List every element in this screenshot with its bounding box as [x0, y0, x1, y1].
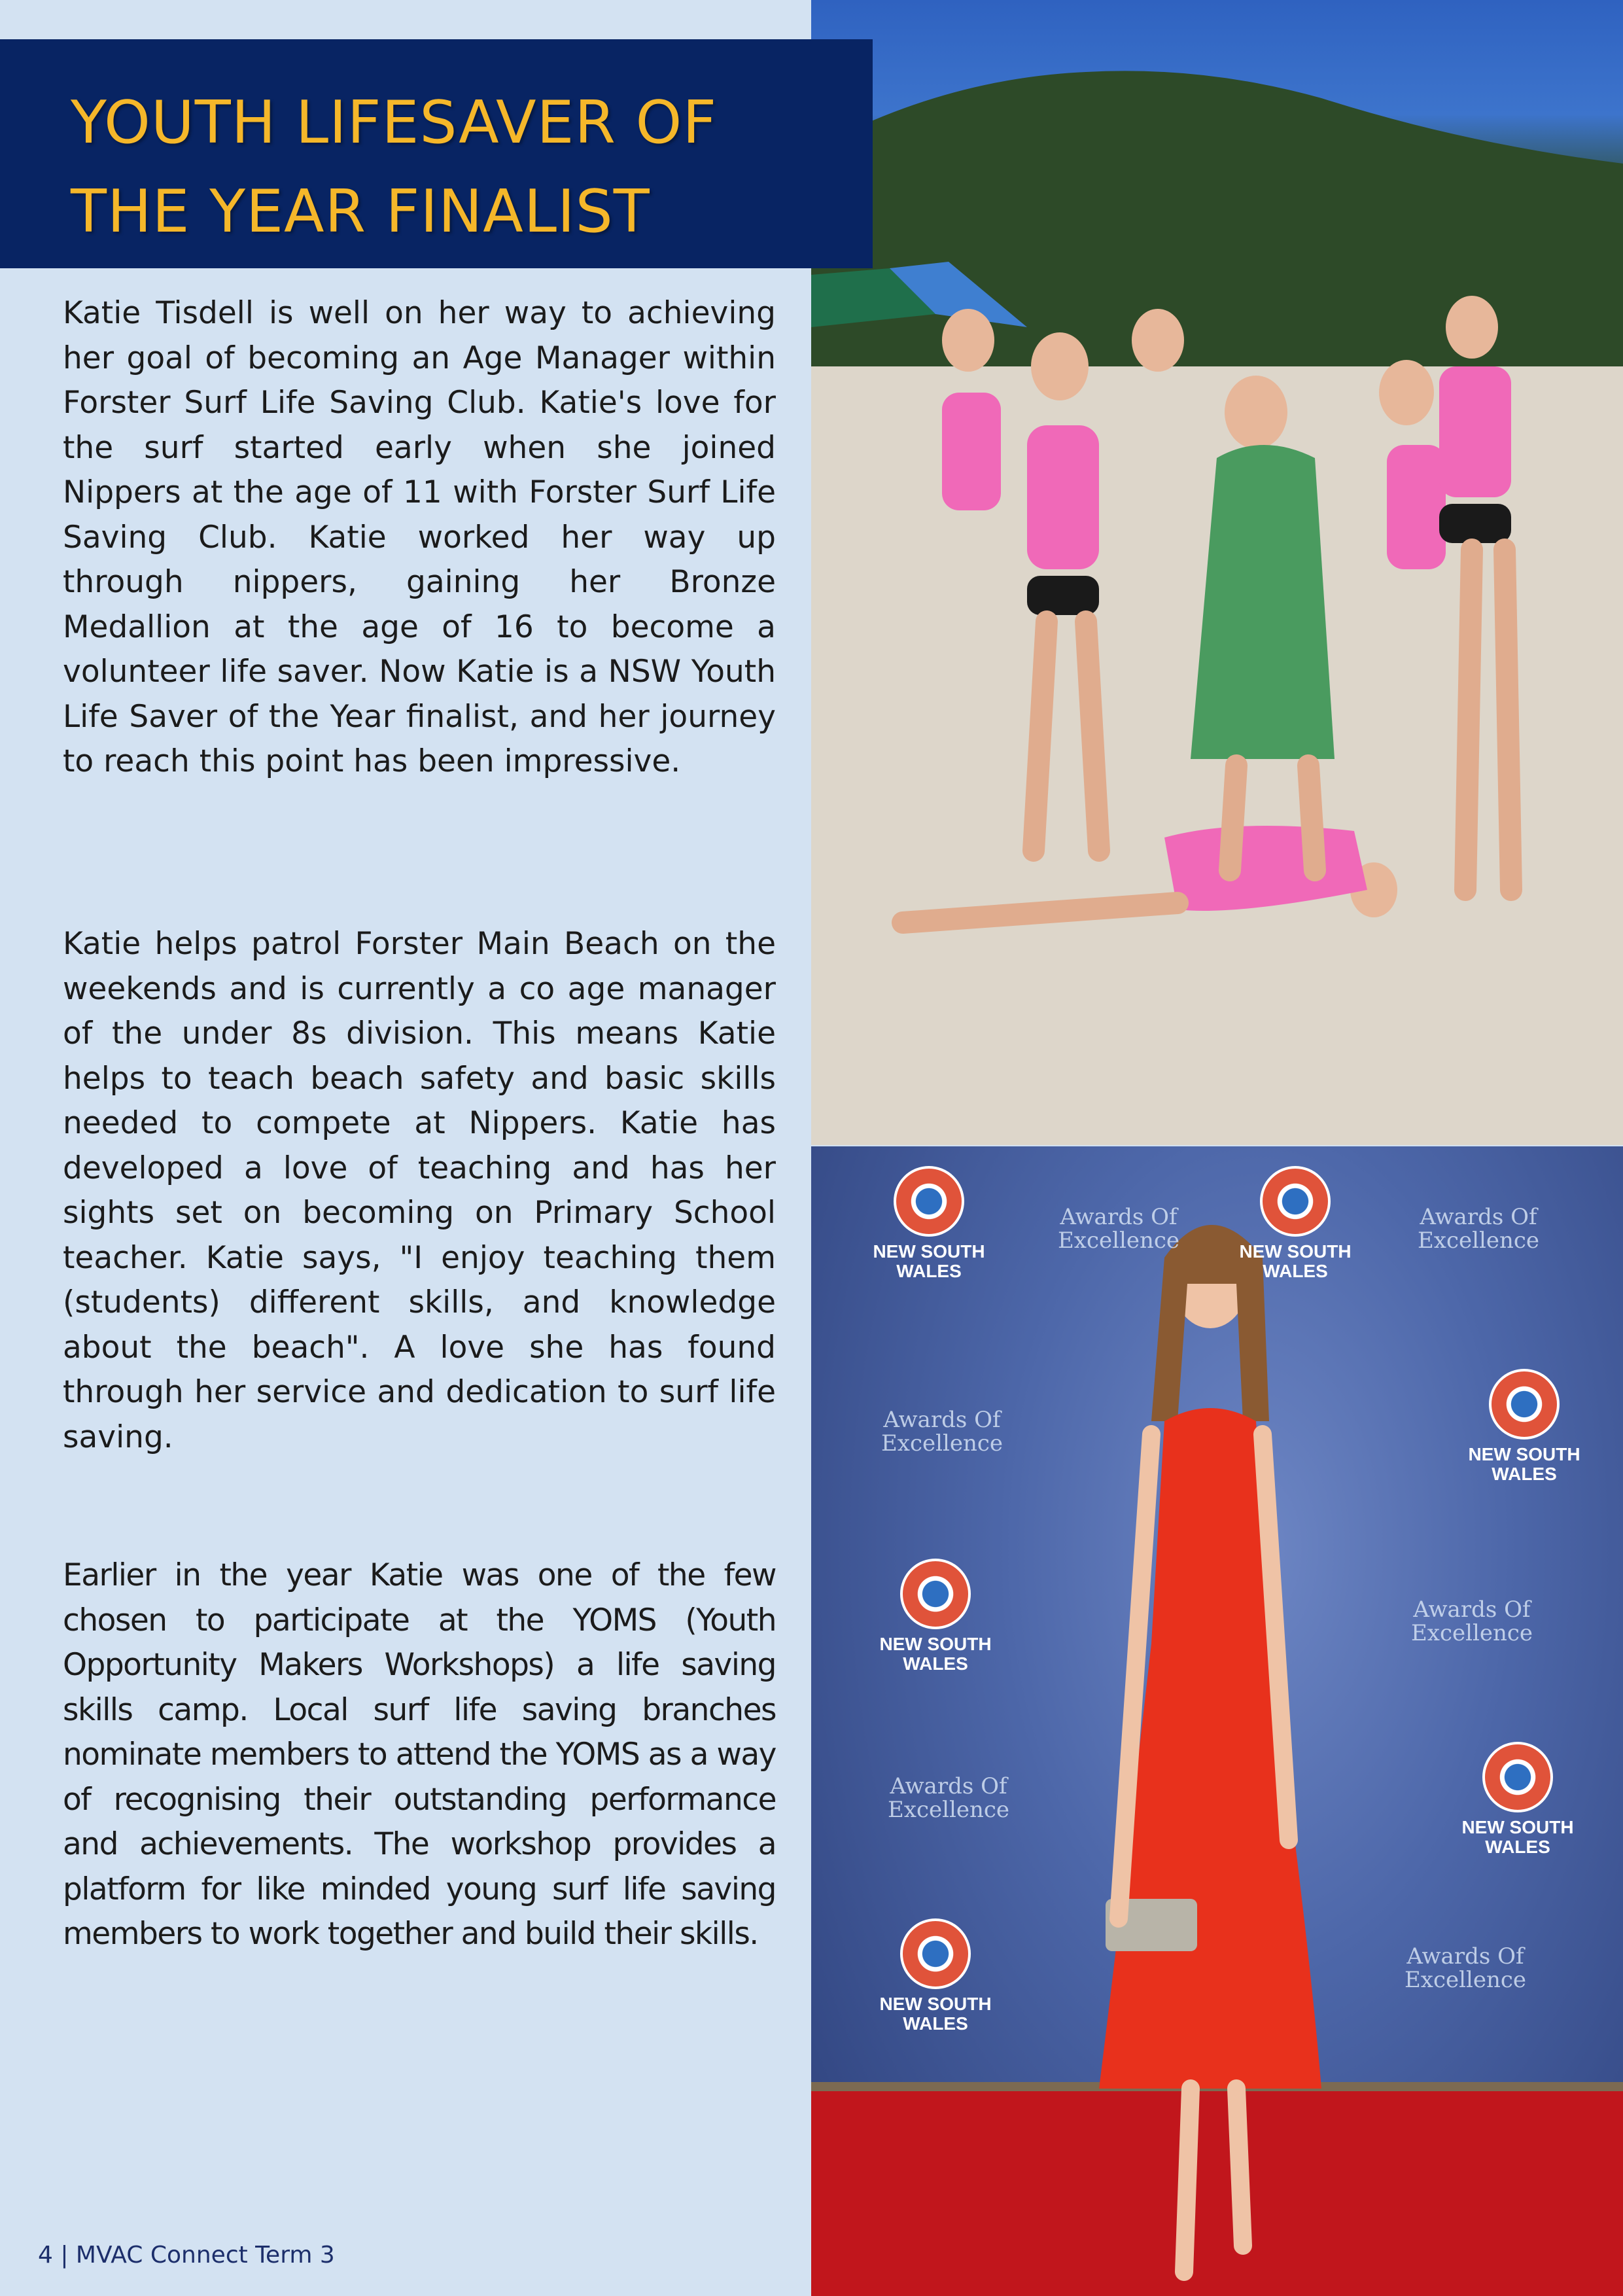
logo-caption: NEW SOUTH WALES: [879, 1994, 992, 2034]
surf-life-saving-logo: [877, 1918, 994, 2034]
article-paragraph-2: Katie helps patrol Forster Main Beach on the weekends and is currently a co age manager of the under 8s division. This means Katie helps to teach beach safety and basic skills needed to compete at Nippers. Katie has developed a love of teaching and has her sights set on becoming on Primary School teacher. Katie says, "I enjoy teaching them (students) different skills, and knowledge about the beach". A love she has found through her service and dedication to surf life saving.: [63, 926, 776, 1455]
logo-caption: NEW SOUTH WALES: [1461, 1817, 1574, 1857]
page-footer: 4 | MVAC Connect Term 3: [38, 2242, 335, 2269]
awards-of-excellence-text: Awards Of Excellence: [881, 1407, 1003, 1457]
surf-life-saving-emblem-icon: [900, 1559, 971, 1629]
article-paragraph-3: Earlier in the year Katie was one of the few chosen to participate at the YOMS (Youth Opportunity Makers Workshops) a life saving skills camp. Local surf life saving branches nominate members to attend the YOMS as a way of recognising their outstanding performance and achievements. The workshop provides a platform for like minded young surf life saving members to work together and build their skills.: [63, 1557, 776, 1952]
logo-caption: NEW SOUTH WALES: [1468, 1444, 1580, 1484]
surf-life-saving-emblem-icon: [1489, 1369, 1560, 1439]
awards-of-excellence-text: Awards Of Excellence: [1417, 1204, 1540, 1254]
surf-life-saving-logo: [870, 1166, 988, 1281]
page-title: YOUTH LIFESAVER OF THE YEAR FINALIST: [71, 88, 718, 246]
article-paragraph-1: Katie Tisdell is well on her way to achieving her goal of becoming an Age Manager within Forster Surf Life Saving Club. Katie's love for the surf started early when she joined Nippers at the age of 11 with Forster Surf Life Saving Club. Katie worked her way up through nippers, gaining her Bronze Medallion at the age of 16 to become a volunteer life saver. Now Katie is a NSW Youth Life Saver of the Year finalist, and her journey to reach this point has been impressive.: [63, 295, 776, 779]
awards-of-excellence-text: Awards Of Excellence: [887, 1773, 1010, 1823]
awards-of-excellence-text: Awards Of Excellence: [1404, 1943, 1527, 1993]
awards-of-excellence-text: Awards Of Excellence: [1410, 1597, 1533, 1646]
surf-life-saving-emblem-icon: [1482, 1742, 1553, 1812]
surf-life-saving-emblem-icon: [894, 1166, 964, 1237]
awards-of-excellence-text: Awards Of Excellence: [1057, 1204, 1180, 1254]
surf-life-saving-logo: [1465, 1369, 1583, 1484]
surf-life-saving-logo: [877, 1559, 994, 1674]
title-banner: [0, 39, 873, 268]
surf-life-saving-emblem-icon: [1260, 1166, 1331, 1237]
logo-caption: NEW SOUTH WALES: [879, 1634, 992, 1674]
surf-life-saving-logo: [1236, 1166, 1354, 1281]
surf-life-saving-logo: [1459, 1742, 1577, 1857]
logo-caption: NEW SOUTH WALES: [1239, 1241, 1352, 1281]
logo-caption: NEW SOUTH WALES: [873, 1241, 985, 1281]
awards-night-photo: [811, 1146, 1623, 2296]
beach-group-photo: [811, 0, 1623, 1145]
surf-life-saving-emblem-icon: [900, 1918, 971, 1989]
